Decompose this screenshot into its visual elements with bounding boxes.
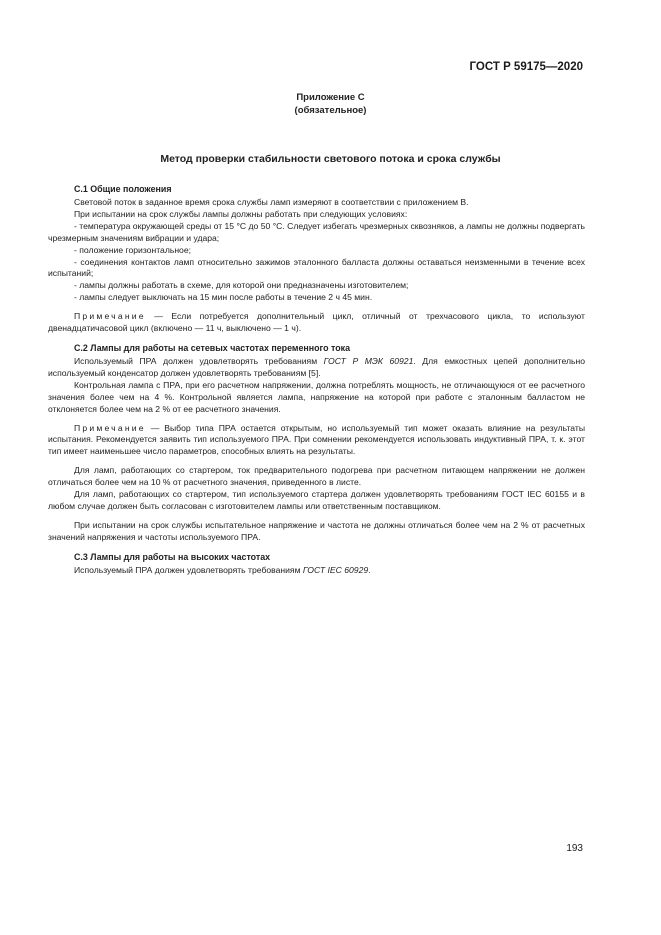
section-c2-heading: С.2 Лампы для работы на сетевых частотах переменного тока [74, 342, 351, 353]
paragraph: Для ламп, работающих со стартером, тип используемого стартера должен удовлетворять требованиям ГОСТ IEC 60155 и в любом случае должен быть согласован с изготовителем лампы или ответственным поставщиком. [48, 489, 585, 511]
paragraph: При испытании на срок службы лампы должны работать при следующих условиях: [74, 208, 408, 219]
annex-heading [0, 92, 661, 117]
section-c1-heading: С.1 Общие положения [74, 184, 172, 194]
paragraph-text: . Для емкостных цепей дополнительно используемый конденсатор должен удовлетворять требованиям [5]. [48, 355, 585, 378]
standard-reference: ГОСТ IEC 60929 [302, 564, 369, 575]
section-c1 [48, 183, 585, 335]
note-label: Примечание [74, 422, 146, 433]
paragraph-text: Используемый ПРА должен удовлетворять требованиям [74, 564, 303, 575]
page-number: 193 [566, 843, 583, 854]
list-item: - лампы следует выключать на 15 мин после работы в течение 2 ч 45 мин. [74, 292, 373, 303]
paragraph: Для ламп, работающих со стартером, ток предварительного подогрева при расчетном питающем напряжении не должен отличаться более чем на 10 % от расчетного значения, приведенного в листе. [48, 465, 585, 488]
paragraph: При испытании на срок службы испытательное напряжение и частота не должны отличаться более чем на 2 % от расчетных значений напряжения и частоты используемого ПРА. [48, 519, 585, 542]
section-c3-heading: С.3 Лампы для работы на высоких частотах [74, 551, 271, 562]
annex-main-title: Метод проверки стабильности светового потока и срока службы [160, 153, 501, 165]
section-c3 [48, 551, 585, 577]
section-c2 [48, 342, 585, 544]
document-id: ГОСТ Р 59175—2020 [469, 61, 583, 73]
paragraph: Контрольная лампа с ПРА, при его расчетном напряжении, должна потреблять мощность, не отличающуюся от ее расчетного значения более чем на 4 %. Контрольной является лампа, напряжение на которой при работе с эталонным балластом не отклоняется более чем на 2 % от ее расчетного значения. [48, 379, 585, 414]
note-text: — Если потребуется дополнительный цикл, отличный от трехчасового цикла, то используют двенадцатичасовой цикл (включено — 11 ч, выключено — 1 ч). [48, 311, 585, 334]
note [48, 423, 585, 459]
annex-status: (обязательное) [294, 104, 367, 116]
note-label: Примечание [74, 311, 146, 322]
paragraph: Световой поток в заданное время срока службы ламп измеряют в соответствии с приложением В. [74, 197, 469, 207]
annex-body [48, 183, 585, 577]
note [48, 311, 585, 335]
list-item: - лампы должны работать в схеме, для которой они предназначены изготовителем; [74, 280, 409, 291]
list-item: - температура окружающей среды от 15 °С до 50 °С. Следует избегать чрезмерных сквозняков, а лампы не должны подвергать чрезмерным значениям вибрации и удара; [48, 220, 585, 243]
note-text: — Выбор типа ПРА остается открытым, но используемый тип может оказать влияние на результаты испытания. Рекомендуется заявить тип используемого ПРА. При сомнении рекомендуется использовать индуктивный ПРА, т. к. этот тип имеет наименьшее число параметров, способных влиять на результаты. [48, 422, 585, 457]
list-item: - соединения контактов ламп относительно зажимов эталонного балласта должны оставаться неизменными в течение всех испытаний; [48, 256, 585, 279]
paragraph-text: . [368, 564, 371, 575]
paragraph [48, 565, 585, 577]
list-item: - положение горизонтальное; [74, 244, 192, 255]
paragraph [48, 356, 585, 380]
annex-title: Приложение С [296, 92, 365, 103]
standard-reference: ГОСТ Р МЭК 60921 [323, 355, 414, 366]
paragraph-text: Используемый ПРА должен удовлетворять требованиям [74, 355, 324, 366]
